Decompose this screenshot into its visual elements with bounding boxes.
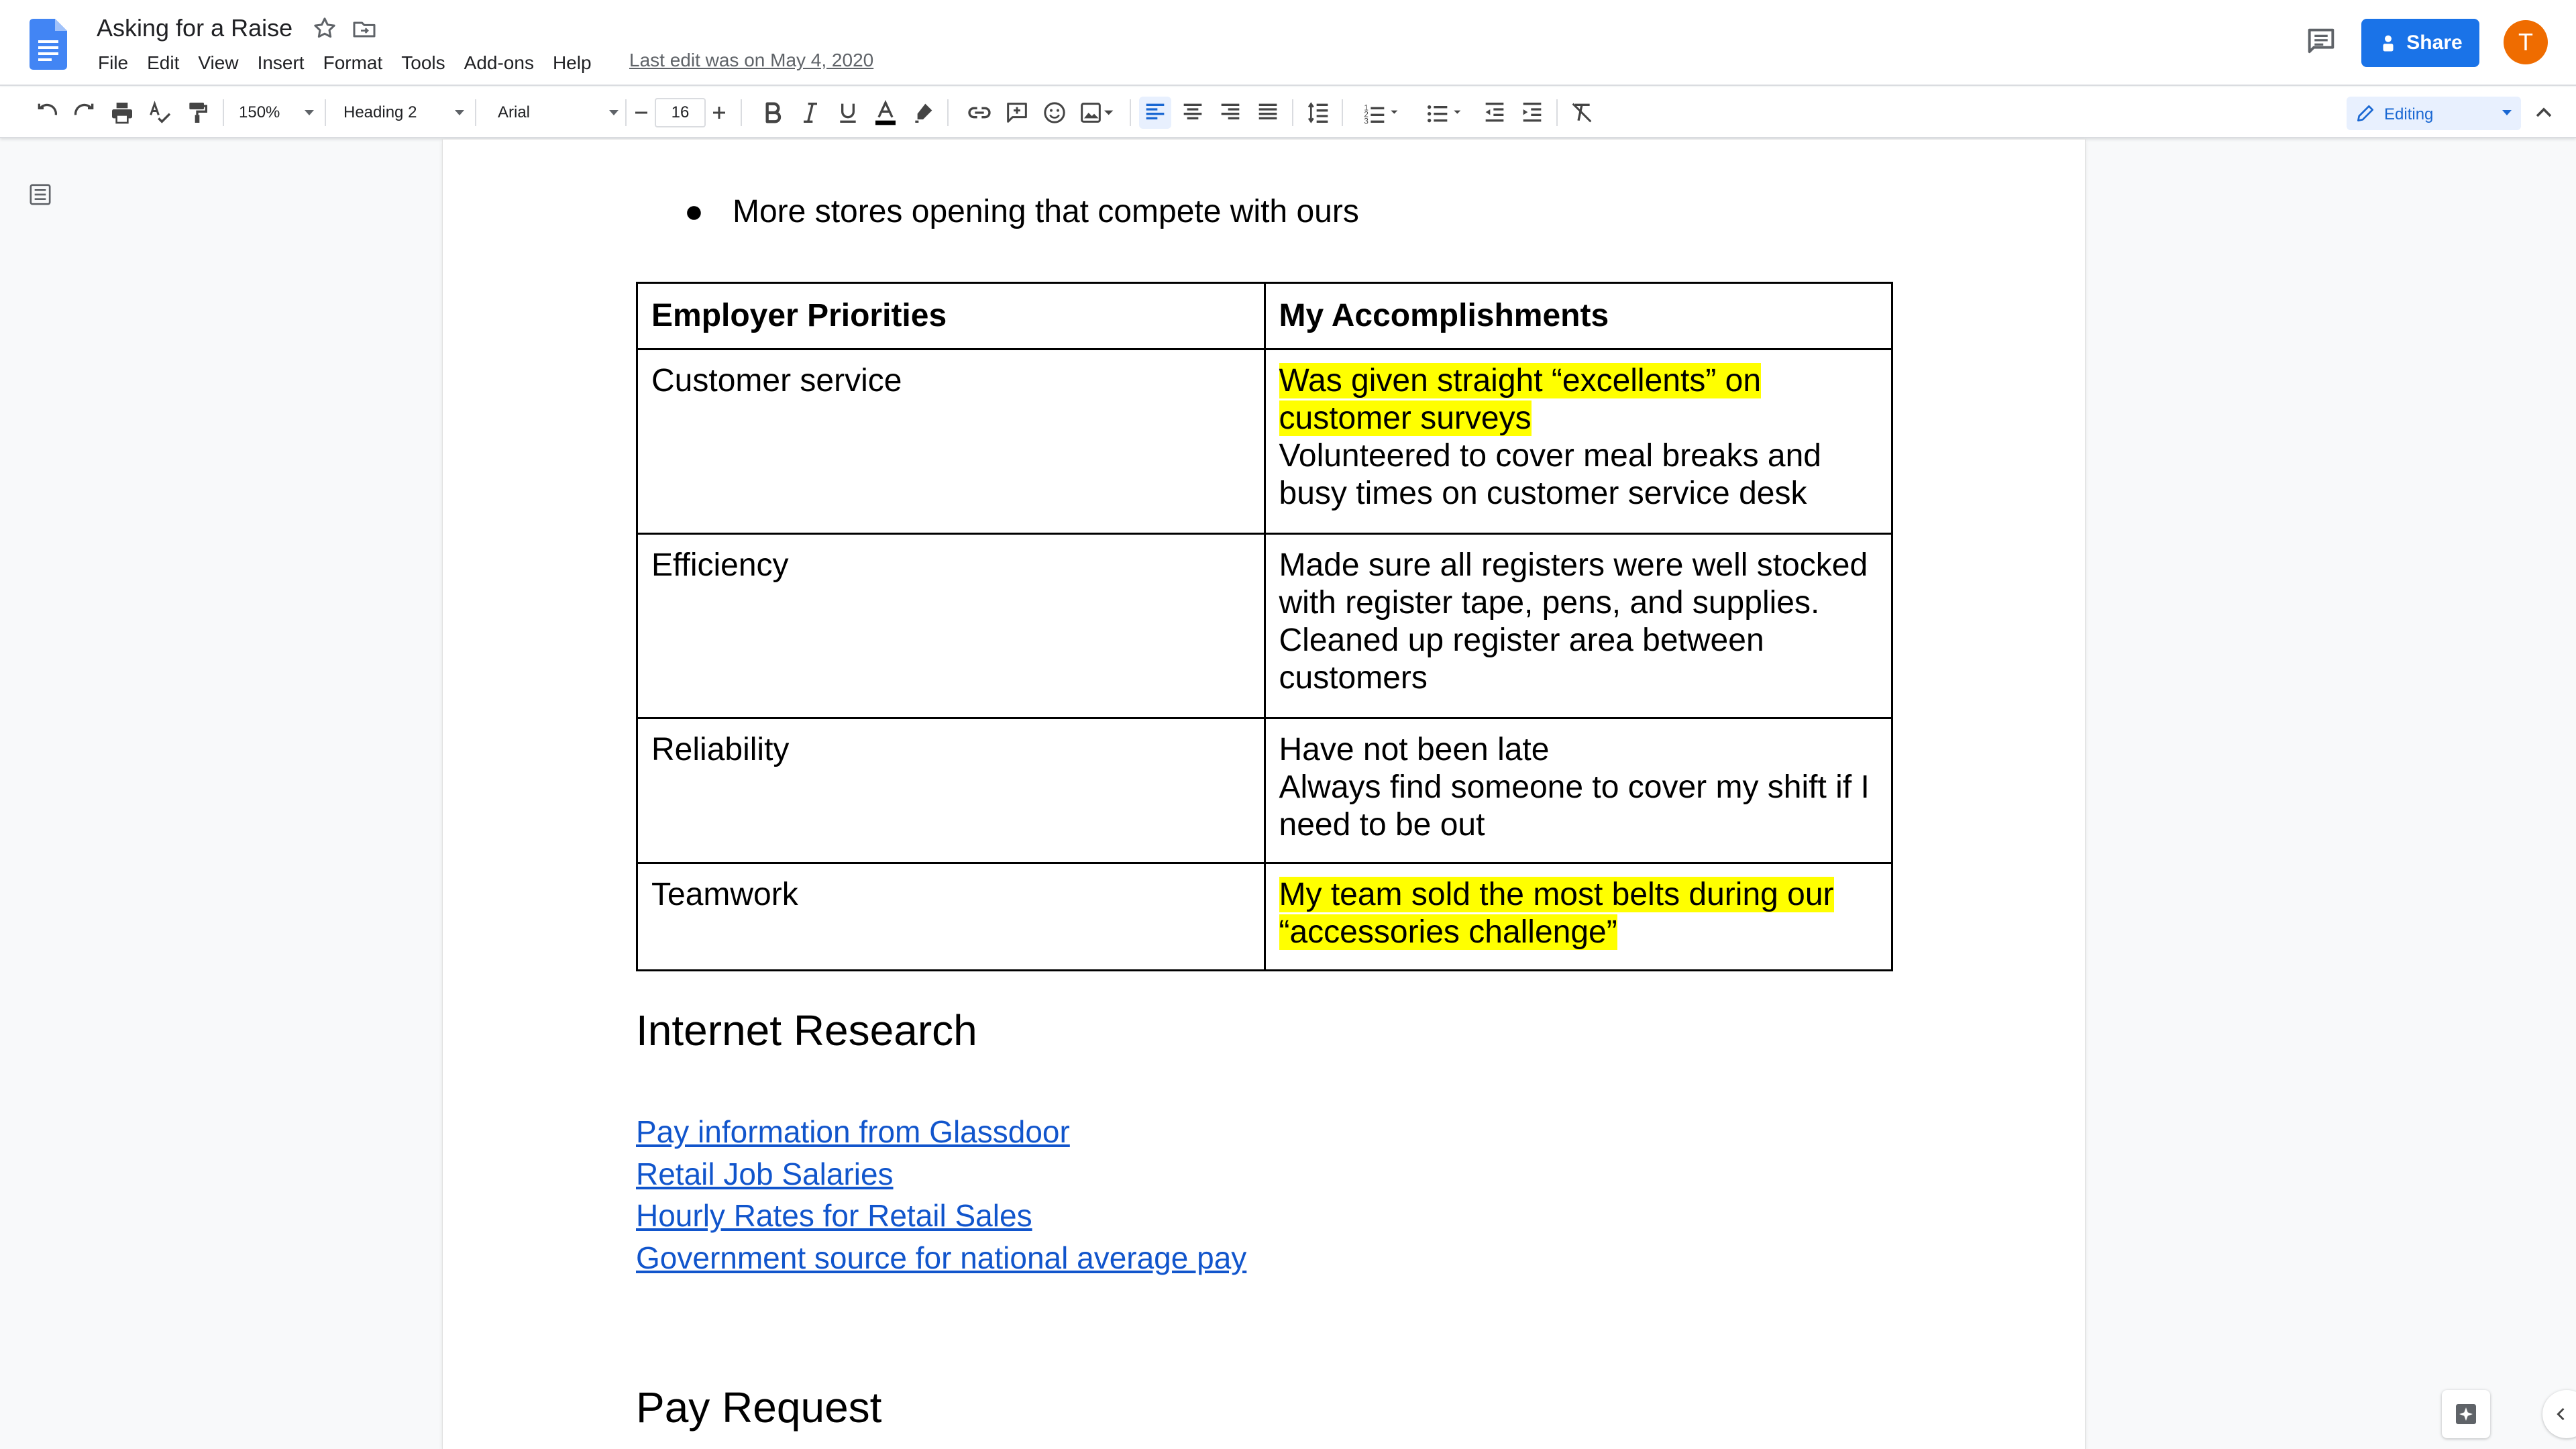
chevron-down-icon: [305, 110, 314, 115]
heading-pay-request[interactable]: Pay Request: [636, 1383, 882, 1432]
highlight-icon[interactable]: [907, 97, 939, 129]
menu-bar: [89, 48, 601, 78]
link-glassdoor[interactable]: Pay information from Glassdoor: [636, 1114, 1070, 1149]
highlighted-text: customer surveys: [1279, 400, 1532, 436]
zoom-select[interactable]: [239, 97, 314, 129]
bullet-text: More stores opening that compete with ours: [733, 194, 1359, 229]
table-cell-priority[interactable]: Customer service: [637, 350, 1265, 534]
cell-text-line: Cleaned up register area between: [1279, 623, 1764, 658]
highlighted-text: Was given straight “excellents” on: [1279, 363, 1762, 398]
cell-text-line: customers: [1279, 660, 1428, 696]
menu-format[interactable]: Format: [323, 52, 383, 73]
toolbar-divider: [1342, 99, 1343, 126]
cell-text-line: Made sure all registers were well stocked: [1279, 547, 1868, 583]
document-title[interactable]: Asking for a Raise: [97, 14, 293, 42]
pencil-icon: [2355, 103, 2376, 124]
app-header: [0, 0, 2576, 86]
zoom-value: 150%: [239, 103, 280, 121]
chevron-down-icon: [2502, 110, 2512, 115]
explore-button[interactable]: [2442, 1390, 2490, 1438]
insert-image-icon[interactable]: [1076, 97, 1119, 129]
print-icon[interactable]: [106, 97, 138, 129]
svg-text:1: 1: [1364, 103, 1368, 113]
menu-file[interactable]: File: [98, 52, 129, 73]
cell-text-line: Always find someone to cover my shift if I: [1279, 769, 1870, 805]
italic-icon[interactable]: [794, 97, 826, 129]
redo-icon[interactable]: [68, 97, 101, 129]
add-comment-icon[interactable]: [1001, 97, 1033, 129]
chevron-left-icon: [2552, 1405, 2571, 1424]
svg-text:2: 2: [1364, 110, 1368, 119]
editing-mode-label: Editing: [2384, 105, 2434, 123]
table-cell-priority[interactable]: Efficiency: [637, 534, 1265, 718]
side-panel-toggle[interactable]: [2542, 1390, 2576, 1438]
menu-tools[interactable]: Tools: [401, 52, 445, 73]
font-family-select[interactable]: [498, 97, 619, 129]
menu-view[interactable]: View: [198, 52, 239, 73]
share-button[interactable]: [2361, 19, 2479, 67]
collapse-menus-icon[interactable]: [2528, 97, 2560, 129]
cell-text-line: Volunteered to cover meal breaks and: [1279, 438, 1821, 474]
account-avatar[interactable]: T: [2504, 20, 2548, 64]
align-right-icon[interactable]: [1214, 97, 1246, 129]
table-row: [637, 718, 1892, 863]
increase-font-size-icon[interactable]: [707, 97, 731, 129]
last-edit-link[interactable]: Last edit was on May 4, 2020: [629, 50, 874, 70]
cell-text-line: busy times on customer service desk: [1279, 476, 1807, 511]
line-spacing-icon[interactable]: [1303, 97, 1335, 129]
svg-text:3: 3: [1364, 117, 1368, 126]
decrease-indent-icon[interactable]: [1479, 97, 1511, 129]
toolbar-divider: [325, 99, 326, 126]
research-links: [636, 1111, 1246, 1279]
table-row: [637, 534, 1892, 718]
menu-insert[interactable]: Insert: [257, 52, 305, 73]
link-government-source[interactable]: Government source for national average pay: [636, 1240, 1247, 1275]
menu-help[interactable]: Help: [552, 52, 592, 73]
share-lock-icon: [2378, 32, 2398, 54]
document-page[interactable]: [443, 140, 2085, 1449]
bullet-marker: ●: [684, 194, 704, 229]
heading-internet-research[interactable]: Internet Research: [636, 1006, 977, 1055]
emoji-icon[interactable]: [1038, 97, 1071, 129]
align-left-icon[interactable]: [1139, 97, 1171, 129]
paragraph-style-value: Heading 2: [343, 103, 417, 121]
table-row: [637, 350, 1892, 534]
share-label: Share: [2406, 32, 2463, 54]
table-cell-accomplishment[interactable]: [1265, 718, 1892, 863]
menu-edit[interactable]: Edit: [147, 52, 180, 73]
increase-indent-icon[interactable]: [1516, 97, 1548, 129]
toolbar-divider: [1556, 99, 1558, 126]
decrease-font-size-icon[interactable]: [629, 97, 653, 129]
toolbar-divider: [223, 99, 224, 126]
paragraph-style-select[interactable]: [343, 97, 464, 129]
highlighted-text: “accessories challenge”: [1279, 914, 1617, 950]
align-justify-icon[interactable]: [1252, 97, 1284, 129]
cell-text-line: with register tape, pens, and supplies.: [1279, 585, 1820, 621]
comments-icon[interactable]: [2304, 24, 2339, 59]
toolbar-divider: [947, 99, 949, 126]
clear-formatting-icon[interactable]: [1566, 97, 1598, 129]
toolbar-divider: [741, 99, 742, 126]
chevron-down-icon: [455, 110, 464, 115]
toolbar-divider: [475, 99, 476, 126]
table-header-cell[interactable]: My Accomplishments: [1265, 283, 1892, 350]
table-cell-accomplishment[interactable]: [1265, 863, 1892, 971]
cell-text-line: need to be out: [1279, 807, 1485, 843]
toolbar-divider: [1130, 99, 1131, 126]
spellcheck-icon[interactable]: [144, 97, 176, 129]
table-cell-priority[interactable]: Teamwork: [637, 863, 1265, 971]
table-cell-accomplishment[interactable]: [1265, 350, 1892, 534]
link-icon[interactable]: [963, 97, 996, 129]
chevron-down-icon: [609, 110, 619, 115]
document-outline-icon[interactable]: [27, 181, 54, 208]
link-retail-job-salaries[interactable]: Retail Job Salaries: [636, 1156, 894, 1191]
font-family-value: Arial: [498, 103, 531, 121]
move-to-folder-icon[interactable]: [351, 16, 378, 43]
font-size-input[interactable]: 16: [655, 98, 706, 127]
bulleted-list-icon[interactable]: [1418, 97, 1472, 129]
formatting-toolbar: [0, 87, 2576, 138]
table-header-row: [637, 283, 1892, 350]
explore-icon: [2453, 1401, 2479, 1428]
editing-mode-select[interactable]: [2347, 97, 2521, 130]
toolbar-divider: [1292, 99, 1293, 126]
docs-logo-icon[interactable]: [30, 19, 67, 70]
table-header-cell[interactable]: Employer Priorities: [637, 283, 1265, 350]
table-cell-accomplishment[interactable]: [1265, 534, 1892, 718]
highlighted-text: My team sold the most belts during our: [1279, 877, 1834, 912]
cell-text-line: Have not been late: [1279, 732, 1550, 767]
table-cell-priority[interactable]: Reliability: [637, 718, 1265, 863]
bold-icon[interactable]: [757, 97, 789, 129]
priorities-table[interactable]: [636, 282, 1893, 971]
undo-icon[interactable]: [31, 97, 63, 129]
paint-format-icon[interactable]: [181, 97, 213, 129]
table-row: [637, 863, 1892, 971]
underline-icon[interactable]: [832, 97, 864, 129]
text-color-icon[interactable]: [869, 97, 902, 129]
align-center-icon[interactable]: [1177, 97, 1209, 129]
toolbar-divider: [625, 99, 627, 126]
numbered-list-icon[interactable]: [1355, 97, 1409, 129]
link-hourly-rates[interactable]: Hourly Rates for Retail Sales: [636, 1198, 1032, 1233]
menu-add-ons[interactable]: Add-ons: [464, 52, 534, 73]
star-icon[interactable]: [311, 15, 338, 42]
